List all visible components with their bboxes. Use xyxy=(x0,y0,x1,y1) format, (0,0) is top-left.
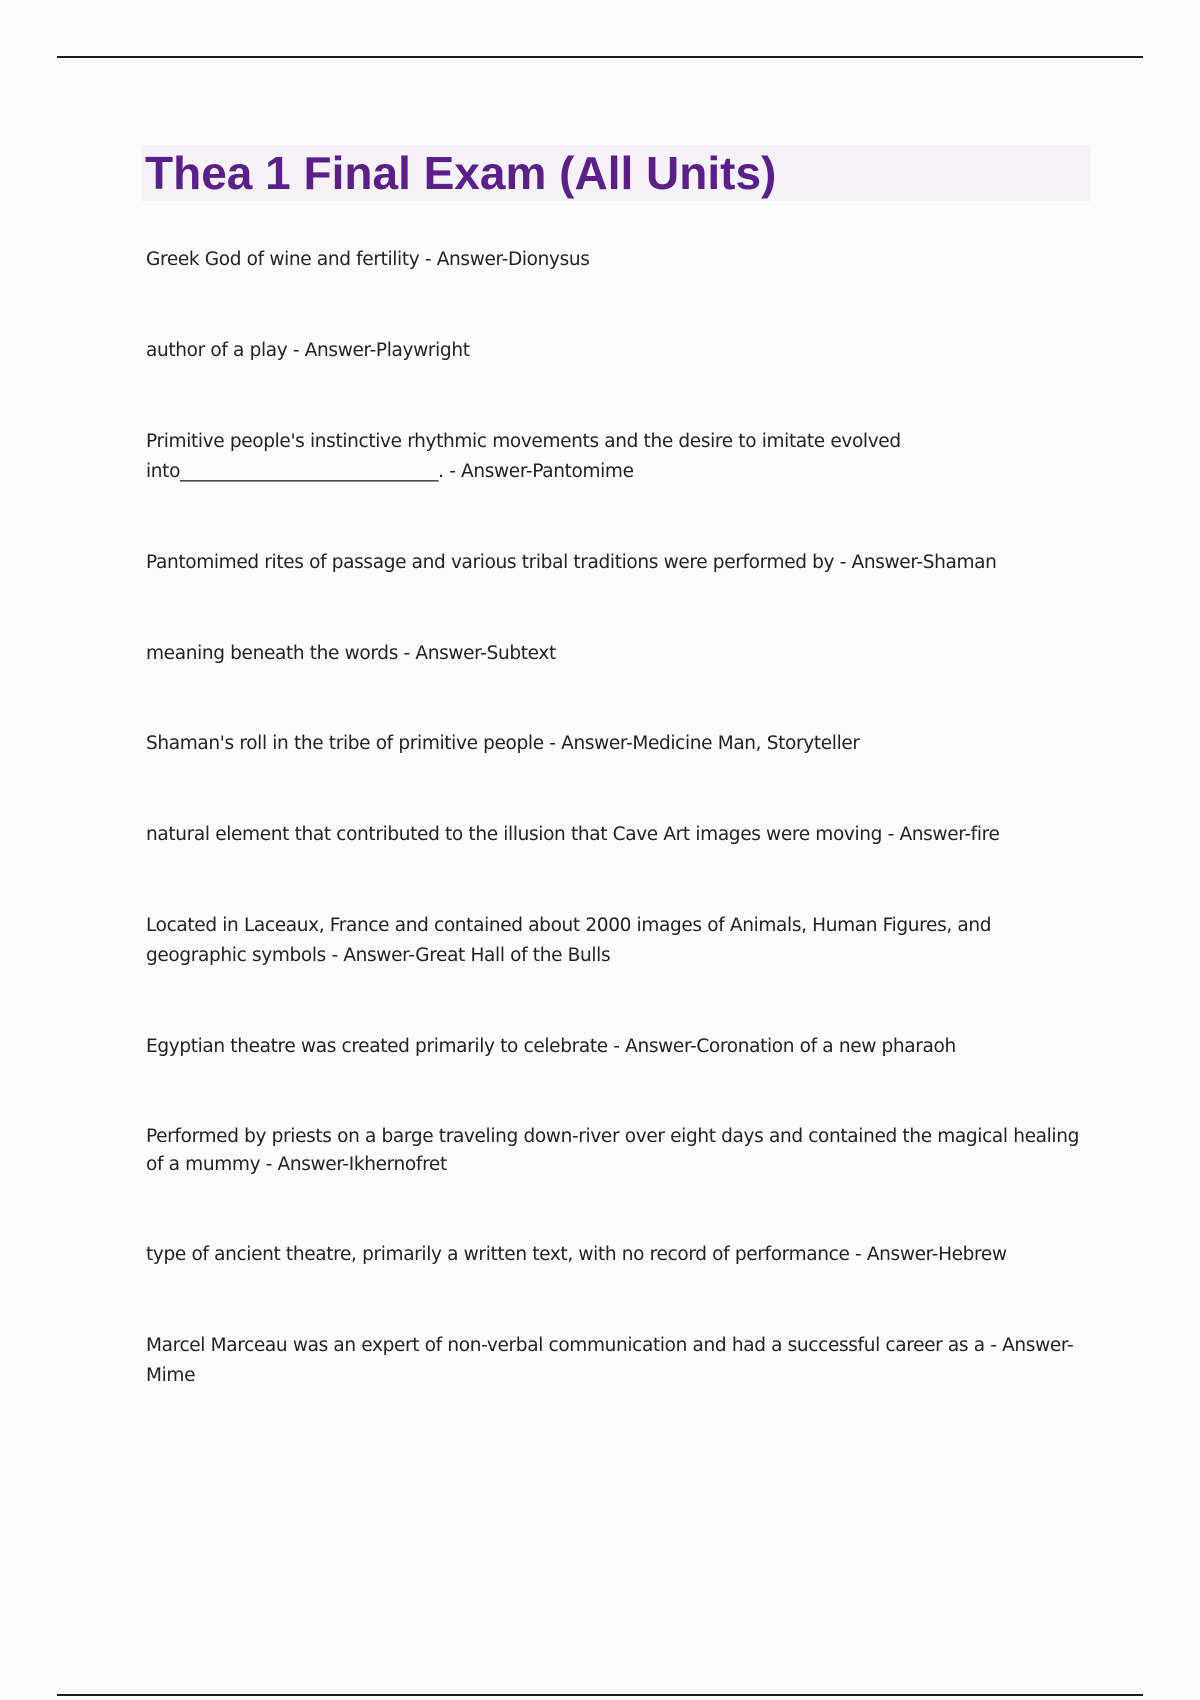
question-text: natural element that contributed to the illusion that Cave Art images were moving xyxy=(146,824,883,845)
answer-text: Subtext xyxy=(486,643,556,664)
answer-text: Hebrew xyxy=(938,1244,1007,1265)
question-text: author of a play xyxy=(146,340,288,361)
answer-text: Dionysus xyxy=(507,249,590,270)
answer-text: Shaman xyxy=(922,552,997,573)
answer-text: fire xyxy=(970,824,1000,845)
answer-text: Mime xyxy=(146,1365,196,1386)
qa-item-9 xyxy=(146,1032,1096,1062)
question-text: Performed by priests on a barge traveling down-river over eight days and contained the magical healing of a mummy xyxy=(146,1126,1079,1175)
answer-text: Great Hall of the Bulls xyxy=(415,945,611,966)
answer-separator: - Answer- xyxy=(325,945,416,966)
answer-separator: - Answer- xyxy=(398,643,487,664)
qa-item-4 xyxy=(146,548,1096,578)
answer-separator: - Answer- xyxy=(984,1335,1074,1356)
qa-item-1 xyxy=(146,245,1096,275)
qa-item-7 xyxy=(146,820,1096,850)
answer-text: Coronation of a new pharaoh xyxy=(696,1036,956,1057)
answer-separator: - Answer- xyxy=(443,461,533,482)
qa-item-11 xyxy=(146,1240,1096,1270)
answer-separator: - Answer- xyxy=(607,1036,697,1057)
answer-separator: - Answer- xyxy=(419,249,508,270)
question-text: Marcel Marceau was an expert of non-verbal communication and had a successful career as a xyxy=(146,1335,985,1356)
qa-item-3 xyxy=(146,427,926,487)
qa-item-8 xyxy=(146,911,1006,971)
question-text: meaning beneath the words xyxy=(146,643,398,664)
answer-text: Ikhernofret xyxy=(348,1154,447,1175)
qa-item-10 xyxy=(146,1123,1096,1179)
answer-separator: - Answer- xyxy=(287,340,376,361)
qa-item-6 xyxy=(146,729,1096,759)
answer-text: Medicine Man, Storyteller xyxy=(632,733,860,754)
qa-item-12 xyxy=(146,1331,1096,1391)
answer-separator: - Answer- xyxy=(882,824,971,845)
qa-item-2 xyxy=(146,336,1096,366)
header-rule xyxy=(57,56,1143,58)
question-text: Pantomimed rites of passage and various tribal traditions were performed by xyxy=(146,552,835,573)
question-text: Located in Laceaux, France and contained about 2000 images of Animals, Human Figures, and geographic symbols xyxy=(146,915,992,966)
qa-item-5 xyxy=(146,639,1096,669)
answer-separator: - Answer- xyxy=(834,552,923,573)
document-title: Thea 1 Final Exam (All Units) xyxy=(145,147,777,199)
footer-rule xyxy=(57,1694,1143,1696)
answer-text: Pantomime xyxy=(532,461,634,482)
answer-separator: - Answer- xyxy=(849,1244,939,1265)
question-text: Greek God of wine and fertility xyxy=(146,249,420,270)
question-text: Shaman's roll in the tribe of primitive people xyxy=(146,733,544,754)
answer-separator: - Answer- xyxy=(260,1154,349,1175)
answer-text: Playwright xyxy=(375,340,470,361)
question-text: type of ancient theatre, primarily a written text, with no record of performance xyxy=(146,1244,850,1265)
question-text: Primitive people's instinctive rhythmic movements and the desire to imitate evolved into_____________________________. xyxy=(146,431,901,482)
question-text: Egyptian theatre was created primarily to celebrate xyxy=(146,1036,608,1057)
answer-separator: - Answer- xyxy=(543,733,633,754)
